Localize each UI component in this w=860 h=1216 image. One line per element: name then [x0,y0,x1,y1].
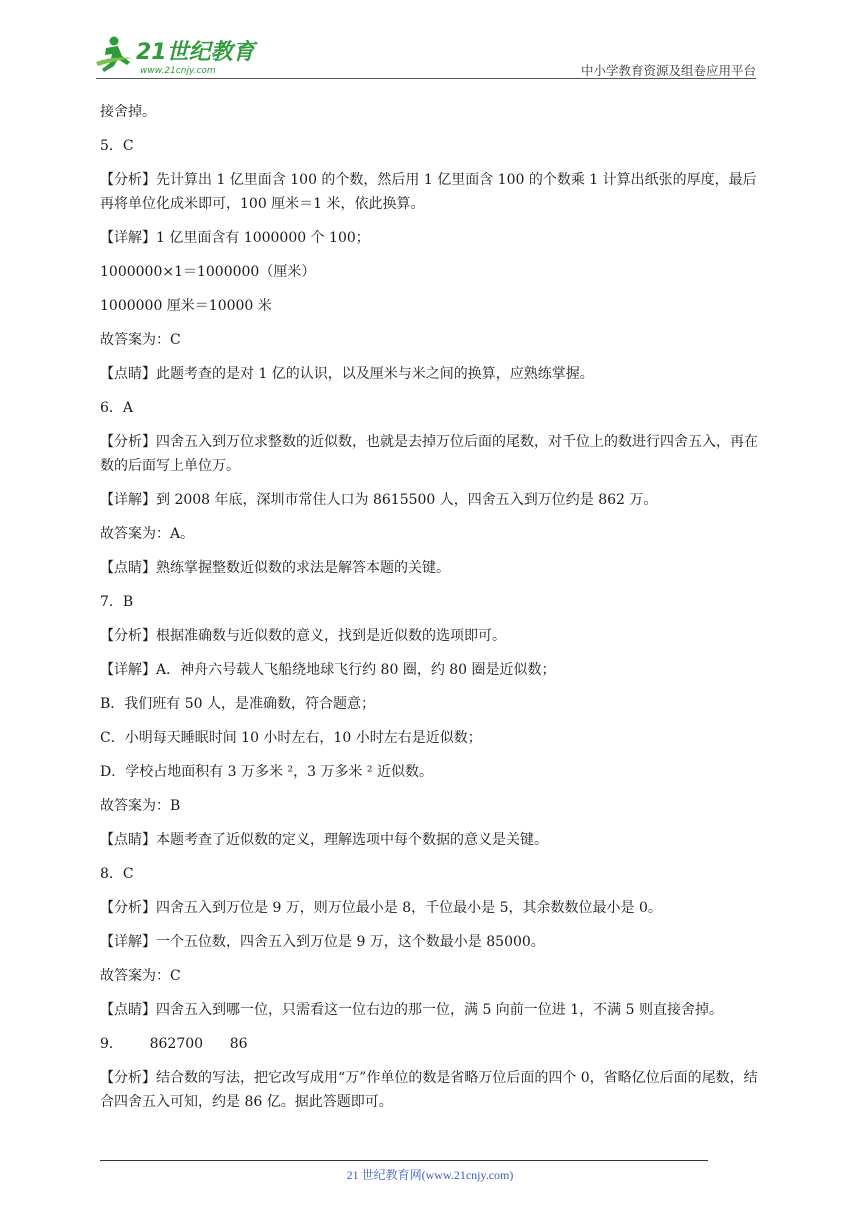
answer-number: 7．B [100,594,134,610]
header-title: 中小学教育资源及组卷应用平台 [580,63,756,78]
detail-paragraph: 【详解】到 2008 年底，深圳市常住人口为 8615500 人，四舍五入到万位约是 862 万。 [100,492,658,508]
answer-number: 9． 862700 86 [100,1036,248,1052]
option-line: C．小明每天睡眠时间 10 小时左右，10 小时左右是近似数； [100,730,482,746]
option-line: B．我们班有 50 人，是准确数，符合题意； [100,696,376,712]
answer-number: 5．C [100,138,134,154]
answer-line: 故答案为：A。 [100,526,195,542]
answer-line: 故答案为：C [100,968,181,984]
site-logo [92,32,272,78]
logo-url: www.21cnjy.com [140,66,216,76]
answer-line: 故答案为：C [100,332,181,348]
header-divider [96,78,756,79]
detail-paragraph: 【详解】一个五位数，四舍五入到万位是 9 万，这个数最小是 85000。 [100,934,545,950]
page-header [0,0,860,80]
footer-divider [100,1160,708,1161]
answer-number: 6．A [100,400,134,416]
comment-paragraph: 【点睛】本题考查了近似数的定义，理解选项中每个数据的意义是关键。 [100,832,548,848]
comment-paragraph: 【点睛】熟练掌握整数近似数的求法是解答本题的关键。 [100,560,450,576]
comment-paragraph: 【点睛】四舍五入到哪一位，只需看这一位右边的那一位，满 5 向前一位进 1，不满 5 则直接舍掉。 [100,1002,723,1018]
answer-line: 故答案为：B [100,798,181,814]
detail-paragraph: 【详解】A．神舟六号载人飞船绕地球飞行约 80 圈，约 80 圈是近似数； [100,662,556,678]
option-line: D．学校占地面积有 3 万多米 ²，3 万多米 ² 近似数。 [100,764,433,780]
analysis-paragraph: 【分析】根据准确数与近似数的意义，找到是近似数的选项即可。 [100,628,506,644]
equation-line: 1000000 厘米＝10000 米 [100,298,272,314]
runner-logo-icon [92,32,272,78]
analysis-paragraph: 【分析】结合数的写法，把它改写成用“万”作单位的数是省略万位后面的四个 0，省略亿位后面的尾数，结合四舍五入可知，约是 86 亿。据此答题即可。 [100,1070,758,1110]
equation-line: 1000000×1＝1000000（厘米） [100,264,316,280]
analysis-paragraph: 【分析】先计算出 1 亿里面含 100 的个数，然后用 1 亿里面含 100 的个数乘 1 计算出纸张的厚度，最后再将单位化成米即可，100 厘米＝1 米，依此换算。 [100,172,757,212]
comment-paragraph: 【点睛】此题考查的是对 1 亿的认识，以及厘米与米之间的换算，应熟练掌握。 [100,366,594,382]
analysis-paragraph: 【分析】四舍五入到万位求整数的近似数，也就是去掉万位后面的尾数，对千位上的数进行四舍五入，再在数的后面写上单位万。 [100,434,758,474]
footer-link[interactable]: 21 世纪教育网(www.21cnjy.com) [346,1168,514,1182]
answer-number: 8．C [100,866,134,882]
logo-wordmark: 21世纪教育 [136,40,255,65]
document-body [100,100,764,1124]
analysis-paragraph: 【分析】四舍五入到万位是 9 万，则万位最小是 8，千位最小是 5，其余数数位最小是 0。 [100,900,662,916]
detail-paragraph: 【详解】1 亿里面含有 1000000 个 100； [100,230,370,246]
paragraph: 接舍掉。 [100,104,156,120]
